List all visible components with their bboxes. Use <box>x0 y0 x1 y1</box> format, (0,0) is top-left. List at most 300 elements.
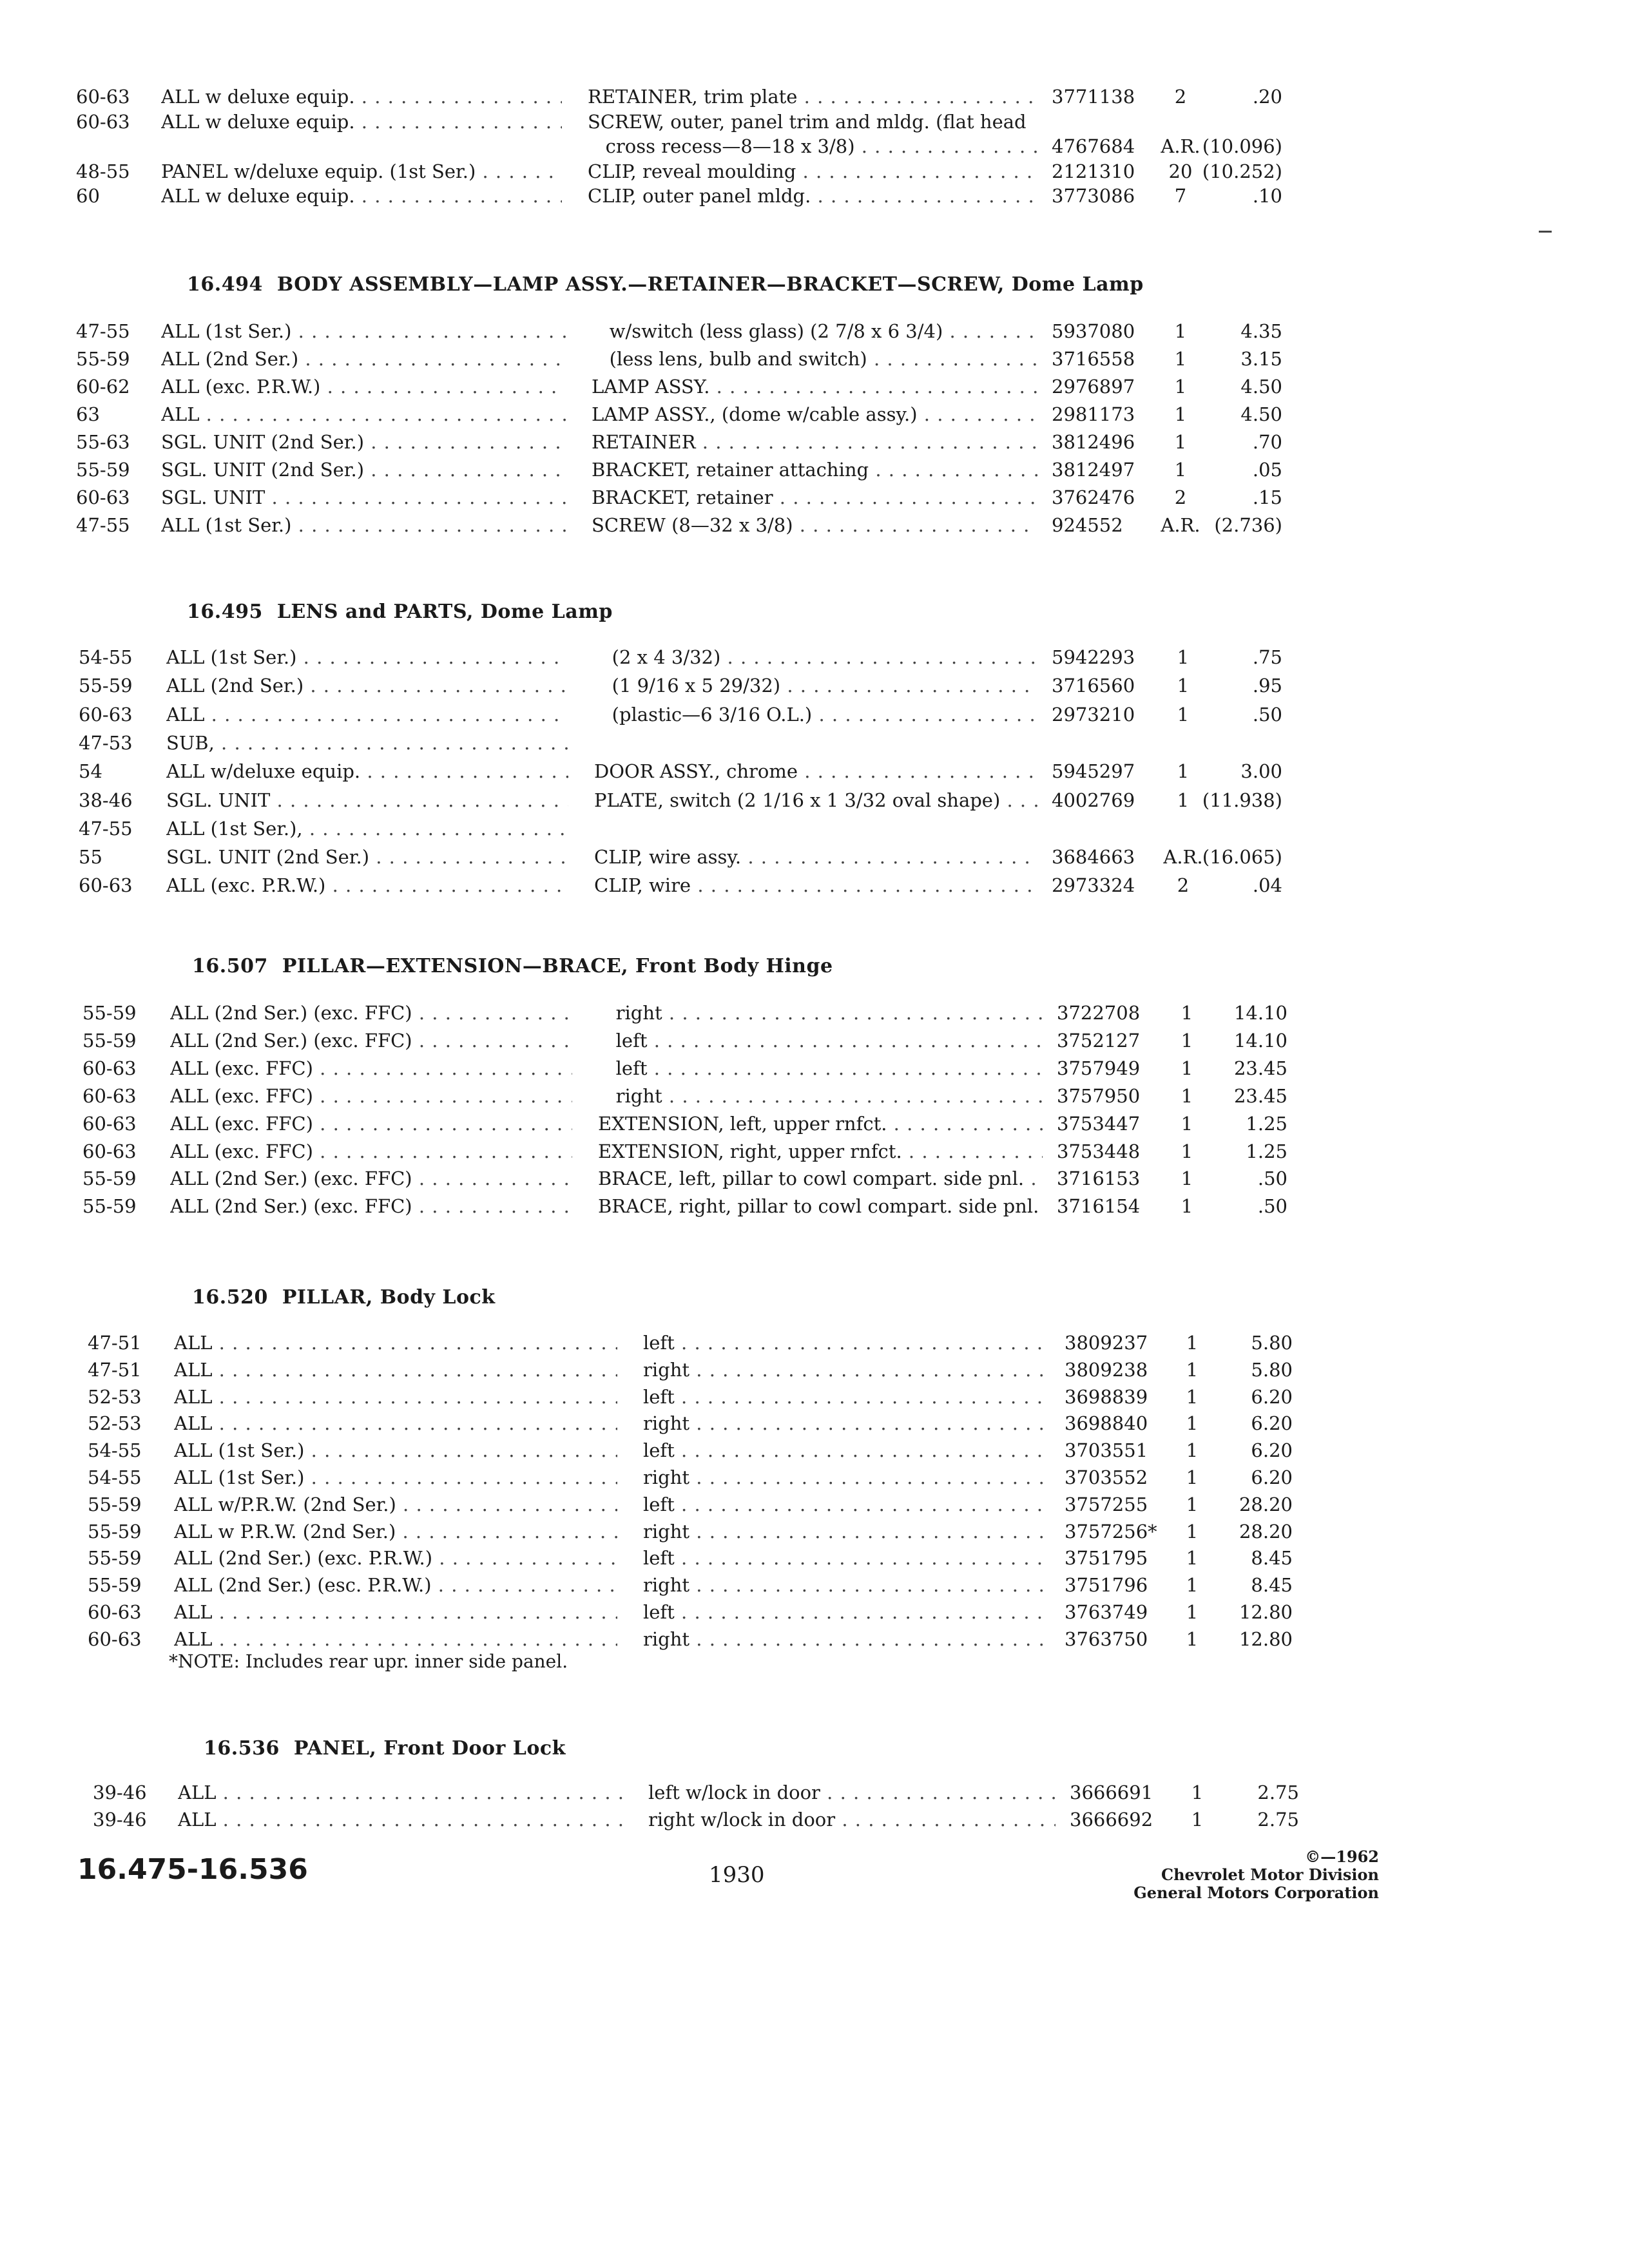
model-cell <box>174 1517 617 1546</box>
description-cell <box>588 108 1037 136</box>
model-text: ALL (1st Ser.) <box>174 1466 305 1488</box>
description-text: DOOR ASSY., chrome <box>594 760 798 783</box>
table-row <box>0 511 1629 539</box>
model-text: ALL (2nd Ser.) (exc. FFC) <box>170 1195 412 1218</box>
leader-dots <box>820 1782 1055 1803</box>
quantity-cell: 1 <box>1177 675 1190 697</box>
price-cell: 6.20 <box>1251 1412 1293 1435</box>
model-text: SGL. UNIT (2nd Ser.) <box>161 431 365 453</box>
leader-dots <box>303 818 568 840</box>
section-title: PILLAR, Body Lock <box>282 1286 496 1309</box>
description-cell <box>643 1490 1050 1519</box>
model-cell <box>166 786 568 814</box>
model-cell <box>161 82 562 111</box>
description-text: left <box>643 1439 675 1462</box>
description-cell <box>594 871 1037 899</box>
years-cell: 55 <box>79 846 102 869</box>
description-text: left <box>643 1601 675 1623</box>
description-cell <box>643 1625 1050 1653</box>
years-cell: 60-63 <box>82 1140 137 1162</box>
years-cell: 54-55 <box>88 1466 142 1488</box>
model-cell <box>174 1490 617 1519</box>
section-number: 16.536 <box>204 1737 280 1760</box>
part-number-cell: 3698840 <box>1065 1412 1148 1435</box>
description-cell <box>643 1598 1050 1626</box>
leader-dots <box>296 646 568 668</box>
section-heading <box>187 601 613 623</box>
part-number-cell: 3716154 <box>1057 1195 1141 1218</box>
model-cell <box>166 729 568 757</box>
model-cell <box>161 157 562 186</box>
price-cell: (10.096) <box>1202 135 1282 158</box>
leader-dots <box>675 1601 1050 1623</box>
model-cell <box>166 814 568 843</box>
years-cell: 48-55 <box>76 160 130 182</box>
model-cell <box>174 1625 617 1653</box>
price-cell: .15 <box>1252 486 1282 508</box>
table-row <box>0 182 1629 210</box>
leader-dots <box>369 846 568 868</box>
model-text: ALL (exc. P.R.W.) <box>166 874 326 897</box>
price-cell: .95 <box>1252 675 1282 697</box>
table-row <box>0 1137 1629 1166</box>
leader-dots <box>675 1547 1050 1569</box>
quantity-cell: 1 <box>1181 1029 1193 1052</box>
table-row <box>0 1571 1629 1599</box>
table-row <box>0 757 1629 785</box>
description-text: w/switch (less glass) (2 7/8 x 6 3/4) <box>592 320 943 342</box>
model-cell <box>170 1054 572 1082</box>
model-text: ALL (1st Ser.), <box>166 817 303 840</box>
part-number-cell: 3751796 <box>1065 1574 1148 1597</box>
leader-dots <box>212 1386 617 1408</box>
description-cell <box>588 132 1037 160</box>
description-text: (2 x 4 3/32) <box>594 646 721 668</box>
section-number: 16.495 <box>187 601 263 623</box>
table-row <box>0 1383 1629 1411</box>
description-text: RETAINER, trim plate <box>588 86 798 108</box>
model-text: ALL <box>174 1412 213 1435</box>
description-text: CLIP, wire assy. <box>594 846 742 869</box>
quantity-cell: 1 <box>1186 1358 1199 1381</box>
model-text: ALL (2nd Ser.) (exc. FFC) <box>170 1029 412 1052</box>
quantity-cell: A.R. <box>1163 846 1203 869</box>
part-number-cell: 3751795 <box>1065 1547 1148 1570</box>
leader-dots <box>412 1195 572 1217</box>
description-cell <box>648 1805 1055 1834</box>
section-number: 16.520 <box>192 1286 268 1309</box>
price-cell: 8.45 <box>1251 1547 1293 1570</box>
section-heading <box>192 1286 496 1309</box>
table-row <box>0 1625 1629 1653</box>
years-cell: 55-59 <box>82 1002 137 1024</box>
price-cell: (11.938) <box>1202 789 1282 811</box>
part-number-cell: 3809237 <box>1065 1332 1148 1354</box>
quantity-cell: 1 <box>1177 646 1190 668</box>
model-text: ALL <box>166 703 205 726</box>
quantity-cell: 1 <box>1181 1057 1193 1079</box>
table-row <box>0 1490 1629 1519</box>
table-row <box>0 700 1629 729</box>
leader-dots <box>796 160 1037 182</box>
leader-dots <box>689 1412 1050 1434</box>
description-cell <box>643 1571 1050 1599</box>
quantity-cell: 1 <box>1186 1547 1199 1570</box>
description-text: BRACKET, retainer attaching <box>592 459 869 481</box>
leader-dots <box>780 675 1037 697</box>
section-number: 16.507 <box>192 955 268 977</box>
years-cell: 47-53 <box>79 731 133 754</box>
price-cell: 12.80 <box>1239 1601 1293 1623</box>
price-cell: .05 <box>1252 459 1282 481</box>
years-cell: 60-63 <box>76 110 130 133</box>
leader-dots <box>360 760 568 782</box>
leader-dots <box>212 1332 617 1354</box>
description-cell <box>594 671 1037 700</box>
leader-dots <box>675 1386 1050 1408</box>
leader-dots <box>943 320 1037 342</box>
years-cell: 54-55 <box>88 1439 142 1462</box>
years-cell: 60-62 <box>76 376 130 398</box>
quantity-cell: 1 <box>1174 376 1187 398</box>
leader-dots <box>867 348 1037 370</box>
years-cell: 55-59 <box>88 1547 142 1570</box>
description-cell <box>594 757 1037 785</box>
description-text: left <box>643 1385 675 1408</box>
description-text: EXTENSION, right, upper rnfct. <box>598 1140 902 1162</box>
table-row <box>0 643 1629 671</box>
description-text: RETAINER <box>592 431 696 453</box>
price-cell: 3.15 <box>1240 348 1282 370</box>
leader-dots <box>212 1359 617 1381</box>
model-text: ALL (1st Ser.) <box>174 1439 305 1462</box>
footnote: *NOTE: Includes rear upr. inner side panel. <box>169 1651 568 1672</box>
quantity-cell: 1 <box>1191 1809 1204 1831</box>
leader-dots <box>1024 1168 1043 1189</box>
model-text: ALL w/P.R.W. (2nd Ser.) <box>174 1493 396 1515</box>
price-cell: 28.20 <box>1239 1493 1293 1515</box>
leader-dots <box>675 1439 1050 1461</box>
description-text: left <box>598 1029 648 1052</box>
table-row <box>0 1082 1629 1110</box>
model-text: ALL (1st Ser.) <box>161 320 292 342</box>
part-number-cell: 5945297 <box>1052 760 1135 783</box>
price-cell: 4.50 <box>1240 376 1282 398</box>
price-cell: .20 <box>1252 86 1282 108</box>
years-cell: 52-53 <box>88 1385 142 1408</box>
leader-dots <box>412 1002 572 1024</box>
model-cell <box>166 643 568 671</box>
part-number-cell: 3703552 <box>1065 1466 1148 1488</box>
model-cell <box>166 871 568 899</box>
leader-dots <box>741 846 1037 868</box>
leader-dots <box>662 1085 1043 1107</box>
leader-dots <box>212 1601 617 1623</box>
table-row <box>0 1164 1629 1193</box>
years-cell: 60-63 <box>82 1057 137 1079</box>
model-text: PANEL w/deluxe equip. (1st Ser.) <box>161 160 476 182</box>
leader-dots <box>709 376 1037 398</box>
description-cell <box>643 1436 1050 1465</box>
table-row <box>0 729 1629 757</box>
leader-dots <box>216 1809 622 1831</box>
leader-dots <box>812 704 1037 726</box>
footer-range: 16.475-16.536 <box>77 1853 308 1886</box>
model-cell <box>161 182 562 210</box>
leader-dots <box>204 704 568 726</box>
quantity-cell: 1 <box>1177 760 1190 783</box>
leader-dots <box>902 1140 1043 1162</box>
model-cell <box>161 317 566 345</box>
price-cell: 23.45 <box>1233 1084 1287 1107</box>
leader-dots <box>265 486 566 508</box>
leader-dots <box>1000 789 1037 811</box>
model-cell <box>178 1805 622 1834</box>
leader-dots <box>675 1332 1050 1354</box>
table-row <box>0 372 1629 401</box>
model-text: ALL (2nd Ser.) (exc. FFC) <box>170 1168 412 1190</box>
section-title: PANEL, Front Door Lock <box>293 1737 566 1760</box>
table-row <box>0 345 1629 373</box>
part-number-cell: 3809238 <box>1065 1358 1148 1381</box>
price-cell: 1.25 <box>1246 1140 1287 1162</box>
price-cell: 6.20 <box>1251 1385 1293 1408</box>
leader-dots <box>199 403 566 425</box>
quantity-cell: 1 <box>1186 1493 1199 1515</box>
model-cell <box>174 1571 617 1599</box>
leader-dots <box>835 1809 1055 1831</box>
section-number: 16.494 <box>187 273 263 296</box>
description-text: right <box>598 1002 662 1024</box>
section-title: BODY ASSEMBLY—LAMP ASSY.—RETAINER—BRACKET—SCREW, Dome Lamp <box>276 273 1144 296</box>
leader-dots <box>304 1466 617 1488</box>
model-text: ALL (exc. P.R.W.) <box>161 376 321 398</box>
quantity-cell: 1 <box>1174 320 1187 342</box>
description-cell <box>643 1517 1050 1546</box>
model-cell <box>170 1164 572 1193</box>
table-row <box>0 1436 1629 1465</box>
description-text: cross recess—8—18 x 3/8) <box>588 135 855 158</box>
leader-dots <box>720 646 1037 668</box>
price-cell: 2.75 <box>1257 1782 1299 1803</box>
model-text: ALL (2nd Ser.) (exc. FFC) <box>170 1002 412 1024</box>
description-text: EXTENSION, left, upper rnfct. <box>598 1112 887 1135</box>
leader-dots <box>313 1140 572 1162</box>
years-cell: 60-63 <box>76 486 130 508</box>
part-number-cell: 4002769 <box>1052 789 1135 811</box>
model-cell <box>174 1329 617 1357</box>
table-row <box>0 814 1629 843</box>
price-cell: 6.20 <box>1251 1466 1293 1488</box>
leader-dots <box>212 1628 617 1650</box>
model-text: ALL <box>174 1601 213 1623</box>
description-text: right w/lock in door <box>648 1809 836 1831</box>
description-text: PLATE, switch (2 1/16 x 1 3/32 oval shape) <box>594 789 1001 811</box>
leader-dots <box>797 86 1037 108</box>
leader-dots <box>396 1521 617 1542</box>
description-text: right <box>643 1520 690 1542</box>
table-row <box>0 1054 1629 1082</box>
part-number-cell: 3812496 <box>1052 431 1135 453</box>
part-number-cell: 3753448 <box>1057 1140 1141 1162</box>
years-cell: 63 <box>76 403 100 425</box>
table-row <box>0 1544 1629 1572</box>
part-number-cell: 2976897 <box>1052 376 1135 398</box>
description-text: (plastic—6 3/16 O.L.) <box>594 703 813 726</box>
leader-dots <box>647 1057 1043 1079</box>
description-text: right <box>598 1084 662 1107</box>
model-cell <box>161 372 566 401</box>
leader-dots <box>355 111 562 133</box>
years-cell: 60 <box>76 185 100 207</box>
description-text: right <box>643 1628 690 1650</box>
leader-dots <box>918 403 1037 425</box>
table-row <box>0 82 1629 111</box>
model-text: ALL (exc. FFC) <box>170 1057 313 1079</box>
part-number-cell: 3703551 <box>1065 1439 1148 1462</box>
margin-mark <box>1539 231 1552 233</box>
years-cell: 39-46 <box>93 1782 147 1803</box>
quantity-cell: 1 <box>1177 703 1190 726</box>
description-text: CLIP, wire <box>594 874 691 897</box>
quantity-cell: 1 <box>1186 1601 1199 1623</box>
years-cell: 60-63 <box>76 86 130 108</box>
price-cell: .70 <box>1252 431 1282 453</box>
model-cell <box>166 757 568 785</box>
years-cell: 55-59 <box>88 1520 142 1542</box>
model-text: ALL w deluxe equip. <box>161 86 355 108</box>
table-row <box>0 317 1629 345</box>
table-row <box>0 786 1629 814</box>
description-cell <box>643 1463 1050 1492</box>
years-cell: 60-63 <box>88 1628 142 1650</box>
model-cell <box>170 1110 572 1138</box>
table-row <box>0 1598 1629 1626</box>
price-cell: 4.50 <box>1240 403 1282 425</box>
leader-dots <box>364 459 566 481</box>
description-text: CLIP, reveal moulding <box>588 160 796 182</box>
description-cell <box>594 843 1037 871</box>
model-text: SUB, <box>166 731 215 754</box>
part-number-cell: 2121310 <box>1052 160 1135 182</box>
leader-dots <box>215 732 568 754</box>
price-cell: .04 <box>1252 874 1282 897</box>
years-cell: 60-63 <box>88 1601 142 1623</box>
part-number-cell: 3763749 <box>1065 1601 1148 1623</box>
price-cell: (16.065) <box>1202 846 1282 869</box>
quantity-cell: 1 <box>1181 1140 1193 1162</box>
model-cell <box>174 1356 617 1384</box>
footer-page-number: 1930 <box>709 1862 765 1888</box>
description-text: left <box>643 1493 675 1515</box>
model-text: ALL (1st Ser.) <box>166 646 297 668</box>
leader-dots <box>855 135 1037 157</box>
part-number-cell: 3666691 <box>1070 1782 1153 1803</box>
model-text: ALL <box>161 403 200 425</box>
model-cell <box>161 511 566 539</box>
part-number-cell: 3757255 <box>1065 1493 1148 1515</box>
part-number-cell: 3812497 <box>1052 459 1135 481</box>
description-cell <box>598 1110 1043 1138</box>
leader-dots <box>355 185 562 207</box>
leader-dots <box>216 1782 622 1803</box>
description-cell <box>598 1192 1043 1220</box>
price-cell: .50 <box>1257 1195 1287 1218</box>
section-heading <box>187 273 1144 296</box>
leader-dots <box>887 1113 1043 1135</box>
quantity-cell: 1 <box>1174 348 1187 370</box>
leader-dots <box>364 431 566 453</box>
description-text: BRACKET, retainer <box>592 486 773 508</box>
quantity-cell: 1 <box>1186 1385 1199 1408</box>
leader-dots <box>689 1521 1050 1542</box>
model-cell <box>174 1463 617 1492</box>
description-cell <box>592 511 1037 539</box>
model-text: ALL (2nd Ser.) <box>161 348 299 370</box>
description-text: left w/lock in door <box>648 1782 820 1803</box>
leader-dots <box>689 1628 1050 1650</box>
description-cell <box>598 1137 1043 1166</box>
leader-dots <box>1039 1195 1043 1217</box>
model-cell <box>174 1383 617 1411</box>
price-cell: 14.10 <box>1233 1002 1287 1024</box>
part-number-cell: 3757949 <box>1057 1057 1141 1079</box>
years-cell: 55-63 <box>76 431 130 453</box>
part-number-cell: 924552 <box>1052 514 1123 536</box>
part-number-cell: 3753447 <box>1057 1112 1141 1135</box>
years-cell: 54-55 <box>79 646 133 668</box>
leader-dots <box>412 1168 572 1189</box>
quantity-cell: 1 <box>1181 1084 1193 1107</box>
price-cell: 1.25 <box>1246 1112 1287 1135</box>
quantity-cell: 1 <box>1174 431 1187 453</box>
leader-dots <box>869 459 1037 481</box>
part-number-cell: 3763750 <box>1065 1628 1148 1650</box>
part-number-cell: 2981173 <box>1052 403 1135 425</box>
leader-dots <box>270 789 568 811</box>
description-text: BRACE, right, pillar to cowl compart. side pnl. <box>598 1195 1039 1218</box>
leader-dots <box>811 185 1037 207</box>
price-cell: .75 <box>1252 646 1282 668</box>
model-cell <box>170 1082 572 1110</box>
years-cell: 55-59 <box>88 1574 142 1597</box>
description-cell <box>592 428 1037 456</box>
leader-dots <box>691 874 1037 896</box>
description-text: SCREW, outer, panel trim and mldg. (flat head <box>588 110 1027 133</box>
model-cell <box>174 1436 617 1465</box>
description-cell <box>592 372 1037 401</box>
leader-dots <box>396 1494 617 1515</box>
description-cell <box>643 1356 1050 1384</box>
part-number-cell: 5942293 <box>1052 646 1135 668</box>
description-text: SCREW (8—32 x 3/8) <box>592 514 793 536</box>
table-row <box>0 1110 1629 1138</box>
years-cell: 55-59 <box>76 459 130 481</box>
leader-dots <box>325 874 568 896</box>
model-text: ALL (2nd Ser.) (exc. P.R.W.) <box>174 1547 433 1570</box>
description-cell <box>592 456 1037 484</box>
table-row <box>0 1778 1629 1807</box>
table-row <box>0 843 1629 871</box>
part-number-cell: 3716558 <box>1052 348 1135 370</box>
model-cell <box>161 456 566 484</box>
model-text: ALL (exc. FFC) <box>170 1140 313 1162</box>
description-text: BRACE, left, pillar to cowl compart. side pnl. <box>598 1168 1025 1190</box>
years-cell: 38-46 <box>79 789 133 811</box>
part-number-cell: 3771138 <box>1052 86 1135 108</box>
years-cell: 55-59 <box>82 1029 137 1052</box>
section-heading <box>192 955 833 977</box>
